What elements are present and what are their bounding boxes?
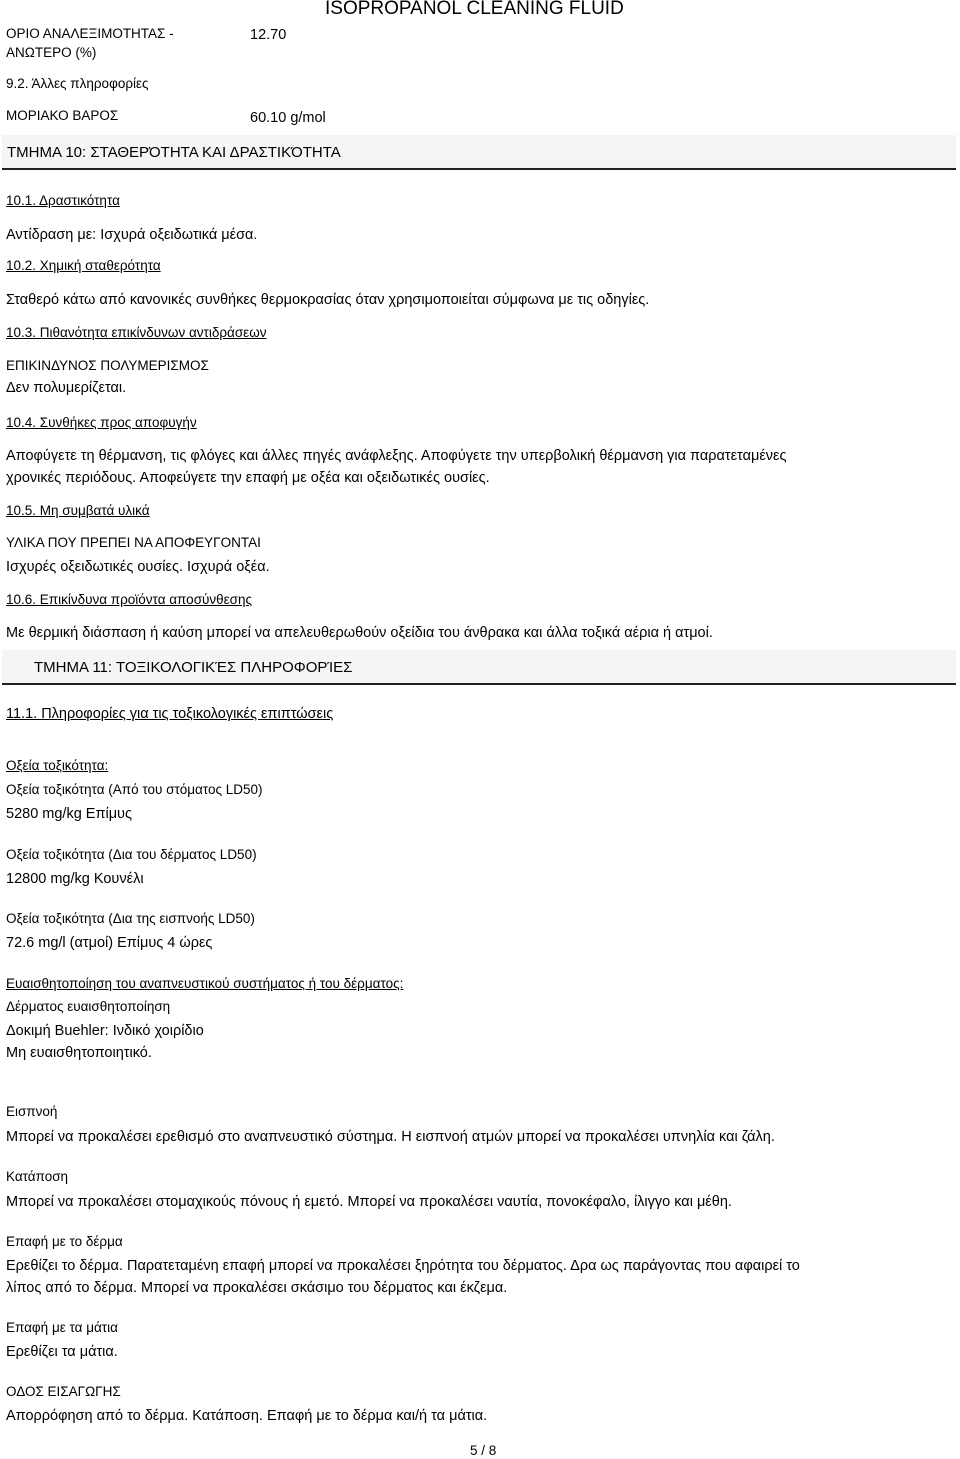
section-10-1-title: 10.1. Δραστικότητα — [6, 193, 120, 208]
route-of-entry-text: Απορρόφηση από το δέρμα. Κατάποση. Επαφή με το δέρμα και/ή τα μάτια. — [6, 1408, 488, 1424]
eye-contact-label: Επαφή με τα μάτια — [6, 1320, 118, 1335]
other-info-heading: 9.2. Άλλες πληροφορίες — [6, 76, 149, 91]
inhalation-label: Εισπνοή — [6, 1104, 58, 1119]
skin-sensitisation-text-2: Μη ευαισθητοποιητικό. — [6, 1045, 152, 1061]
section-10-header — [2, 135, 956, 170]
oral-ld50-label: Οξεία τοξικότητα (Από του στόματος LD50) — [6, 782, 263, 797]
section-10-title: ΤΜΗΜΑ 10: ΣΤΑΘΕΡΌΤΗΤΑ ΚΑΙ ΔΡΑΣΤΙΚΌΤΗΤΑ — [7, 144, 341, 161]
section-11-title: ΤΜΗΜΑ 11: ΤΟΞΙΚΟΛΟΓΙΚΈΣ ΠΛΗΡΟΦΟΡΊΕΣ — [34, 659, 353, 676]
acute-toxicity-title: Οξεία τοξικότητα: — [6, 758, 109, 773]
section-10-5-label: ΥΛΙΚΑ ΠΟΥ ΠΡΕΠΕΙ ΝΑ ΑΠΟΦΕΥΓΟΝΤΑΙ — [6, 535, 261, 550]
skin-contact-label: Επαφή με το δέρμα — [6, 1234, 123, 1249]
oral-ld50-value: 5280 mg/kg Επίμυς — [6, 806, 132, 822]
molecular-weight-value: 60.10 g/mol — [250, 110, 326, 126]
upper-limit-value: 12.70 — [250, 27, 287, 43]
inhalation-text: Μπορεί να προκαλέσει ερεθισμό στο αναπνευστικό σύστημα. Η εισπνοή ατμών μπορεί να προκαλέσει υπνηλία και ζάλη. — [6, 1129, 775, 1145]
section-11-1-title: 11.1. Πληροφορίες για τις τοξικολογικές επιπτώσεις — [6, 706, 334, 722]
route-of-entry-label: ΟΔΟΣ ΕΙΣΑΓΩΓΗΣ — [6, 1384, 121, 1399]
section-10-2-title: 10.2. Χημική σταθερότητα — [6, 258, 161, 273]
dermal-ld50-value: 12800 mg/kg Κουνέλι — [6, 871, 144, 887]
section-11-header — [2, 650, 956, 685]
section-10-6-text: Με θερμική διάσπαση ή καύση μπορεί να απελευθερωθούν οξείδια του άνθρακα και άλλα τοξικά αέρια ή ατμοί. — [6, 625, 713, 641]
section-10-4-title: 10.4. Συνθήκες προς αποφυγήν — [6, 415, 197, 430]
section-10-3-label: ΕΠΙΚΙΝΔΥΝΟΣ ΠΟΛΥΜΕΡΙΣΜΟΣ — [6, 358, 209, 373]
section-10-3-title: 10.3. Πιθανότητα επικίνδυνων αντιδράσεων — [6, 325, 267, 340]
upper-limit-label: ΟΡΙΟ ΑΝΑΛΕΞΙΜΟΤΗΤΑΣ - ΑΝΩΤΕΡΟ (%) — [6, 26, 174, 60]
page-number: 5 / 8 — [470, 1443, 497, 1458]
skin-contact-text-1: Ερεθίζει το δέρμα. Παρατεταμένη επαφή μπορεί να προκαλέσει ξηρότητα του δέρματος. Δρα ως παράγοντας που αφαιρεί το — [6, 1258, 800, 1274]
skin-sensitisation-text-1: Δοκιμή Buehler: Ινδικό χοιρίδιο — [6, 1023, 204, 1039]
document-title: ISOPROPANOL CLEANING FLUID — [325, 0, 624, 19]
sensitisation-title: Ευαισθητοποίηση του αναπνευστικού συστήματος ή του δέρματος: — [6, 976, 404, 991]
dermal-ld50-label: Οξεία τοξικότητα (Δια του δέρματος LD50) — [6, 847, 257, 862]
ingestion-text: Μπορεί να προκαλέσει στομαχικούς πόνους ή εμετό. Μπορεί να προκαλέσει ναυτία, πονοκέφαλο, ίλιγγο και μέθη. — [6, 1194, 732, 1210]
section-10-3-text: Δεν πολυμερίζεται. — [6, 380, 127, 396]
section-10-2-text: Σταθερό κάτω από κανονικές συνθήκες θερμοκρασίας όταν χρησιμοποιείται σύμφωνα με τις οδηγίες. — [6, 292, 650, 308]
skin-sensitisation-label: Δέρματος ευαισθητοποίηση — [6, 999, 171, 1014]
section-10-4-text-2: χρονικές περιόδους. Αποφεύγετε την επαφή με οξέα και οξειδωτικές ουσίες. — [6, 470, 490, 486]
skin-contact-text-2: λίπος από το δέρμα. Μπορεί να προκαλέσει σκάσιμο του δέρματος και έκζεμα. — [6, 1280, 508, 1296]
section-10-6-title: 10.6. Επικίνδυνα προϊόντα αποσύνθεσης — [6, 592, 253, 607]
section-10-4-text-1: Αποφύγετε τη θέρμανση, τις φλόγες και άλλες πηγές ανάφλεξης. Αποφύγετε την υπερβολική θέρμανση για παρατεταμένες — [6, 448, 787, 464]
section-10-5-title: 10.5. Μη συμβατά υλικά — [6, 503, 150, 518]
inhalation-ld50-value: 72.6 mg/l (ατμοί) Επίμυς 4 ώρες — [6, 935, 213, 951]
section-10-5-text: Ισχυρές οξειδωτικές ουσίες. Ισχυρά οξέα. — [6, 559, 270, 575]
molecular-weight-label: ΜΟΡΙΑΚΟ ΒΑΡΟΣ — [6, 108, 119, 123]
ingestion-label: Κατάποση — [6, 1169, 69, 1184]
eye-contact-text: Ερεθίζει τα μάτια. — [6, 1344, 118, 1360]
inhalation-ld50-label: Οξεία τοξικότητα (Δια της εισπνοής LD50) — [6, 911, 255, 926]
section-10-1-text: Αντίδραση με: Ισχυρά οξειδωτικά μέσα. — [6, 227, 258, 243]
